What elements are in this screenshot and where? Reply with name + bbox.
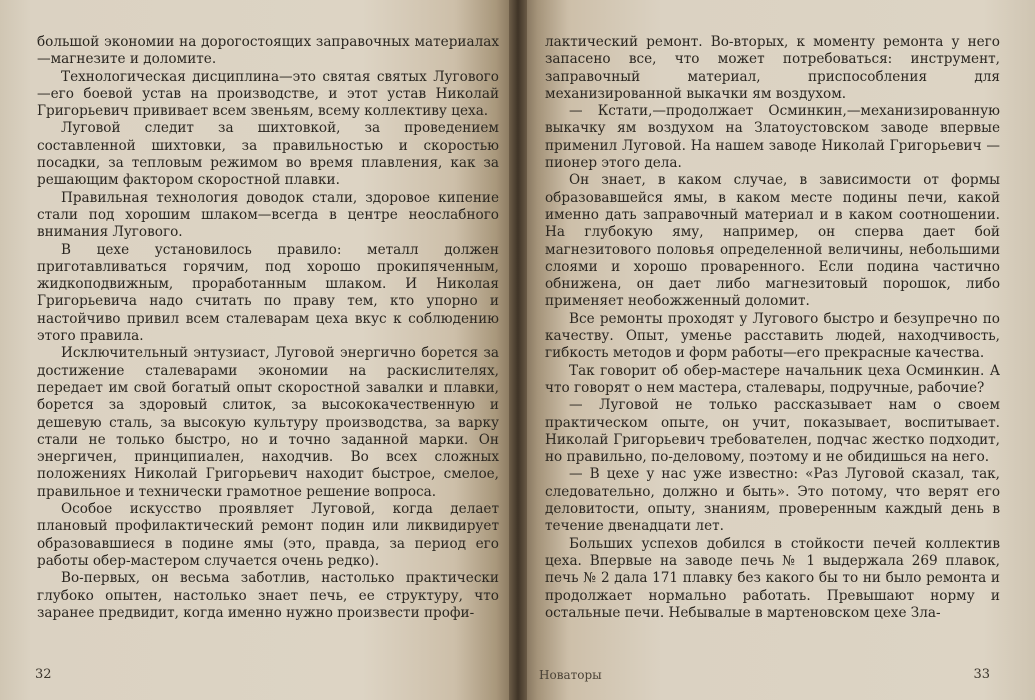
paragraph: Правильная технология доводок стали, здоровое кипение стали под хорошим шлаком—всегда в центре неослабного внимания Лугового. xyxy=(37,189,499,241)
right-page xyxy=(517,0,1035,700)
paragraph: лактический ремонт. Во-вторых, к моменту ремонта у него запасено все, что может потребоваться: инструмент, заправочный материал, приспособления для механизированной выкачки ям воздухом. xyxy=(545,34,1000,102)
paragraph: Технологическая дисциплина—это святая святых Лугового—его боевой устав на производстве, и этот устав Николай Григорьевич прививает всем звеньям, всему коллективу цеха. xyxy=(37,68,499,120)
paragraph: — Луговой не только рассказывает нам о своем практическом опыте, он учит, показывает, воспитывает. Николай Григорьевич требователен, подчас жестко подходит, но правильно, по-деловому, поэтому и не обидишься на него. xyxy=(545,397,1000,466)
paragraph: Больших успехов добился в стойкости печей коллектив цеха. Впервые на заводе печь № 1 выдержала 269 плавок, печь № 2 дала 171 плавку без какого бы то ни было ремонта и продолжает нормально работать. Превышают норму и остальные печи. Небывалые в мартеновском цехе Зла- xyxy=(545,535,1000,621)
paragraph: Во-первых, он весьма заботлив, настолько практически глубоко опытен, настолько знает печь, ее структуру, что заранее предвидит, когда именно нужно произвести профи- xyxy=(37,570,499,621)
paragraph: — В цехе у нас уже известно: «Раз Луговой сказал, так, следовательно, должно и быть». Это потому, что верят его деловитости, опыту, знаниям, проверенным каждый день в течение двенадцати лет. xyxy=(545,466,1000,535)
paragraph: Особое искусство проявляет Луговой, когда делает плановый профилактический ремонт подин или ликвидирует образовавшиеся в подине ямы (это, правда, за период его работы обер-мастером случается очень редко). xyxy=(37,501,499,569)
right-page-text xyxy=(545,34,1000,622)
publisher-mark: Новаторы xyxy=(539,668,602,682)
page-number-left: 32 xyxy=(35,667,52,682)
left-page xyxy=(0,0,517,700)
paragraph: Все ремонты проходят у Лугового быстро и безупречно по качеству. Опыт, уменье расставить людей, находчивость, гибкость методов и форм работы—его прекрасные качества. xyxy=(545,310,1000,362)
paragraph: большой экономии на дорогостоящих заправочных материалах—магнезите и доломите. xyxy=(37,34,499,68)
paragraph: Луговой следит за шихтовкой, за проведением составленной шихтовки, за правильностью и скоростью посадки, за тепловым режимом во время плавления, как за решающим фактором скоростной плавки. xyxy=(37,120,499,189)
paragraph: Исключительный энтузиаст, Луговой энергично борется за достижение сталеварами экономии на раскислителях, передает им свой богатый опыт скоростной завалки и плавки, борется за здоровый слиток, за высококачественную и дешевую сталь, за высокую культуру производства, за варку стали не только быстро, но и точно заданной марки. Он энергичен, принципиален, находчив. Во всех сложных положениях Николай Григорьевич находит быстрое, смелое, правильное и технически грамотное решение вопроса. xyxy=(37,345,499,500)
paragraph: В цехе установилось правило: металл должен приготавливаться горячим, под хорошо прокипяченным, жидкоподвижным, проработанным шлаком. И Николая Григорьевича надо считать по праву тем, кто упорно и настойчиво привил всем сталеварам цеха вкус к соблюдению этого правила. xyxy=(37,241,499,345)
paragraph: — Кстати,—продолжает Осминкин,—механизированную выкачку ям воздухом на Златоустовском заводе впервые применил Луговой. На нашем заводе Николай Григорьевич —пионер этого дела. xyxy=(545,103,1000,172)
paragraph: Так говорит об обер-мастере начальник цеха Осминкин. А что говорят о нем мастера, сталевары, подручные, рабочие? xyxy=(545,362,1000,396)
page-number-right: 33 xyxy=(973,667,990,682)
book-gutter xyxy=(509,0,527,700)
paragraph: Он знает, в каком случае, в зависимости от формы образовавшейся ямы, в каком месте подины печи, какой именно дать заправочный материал и в каком соотношении. На глубокую яму, например, он сперва дает бой магнезитового половья определенной величины, небольшими слоями и хорошо проваренного. Если подина частично обнижена, он дает либо магнезитовый порошок, либо применяет необожженный доломит. xyxy=(545,172,1000,310)
left-page-text xyxy=(37,34,499,622)
